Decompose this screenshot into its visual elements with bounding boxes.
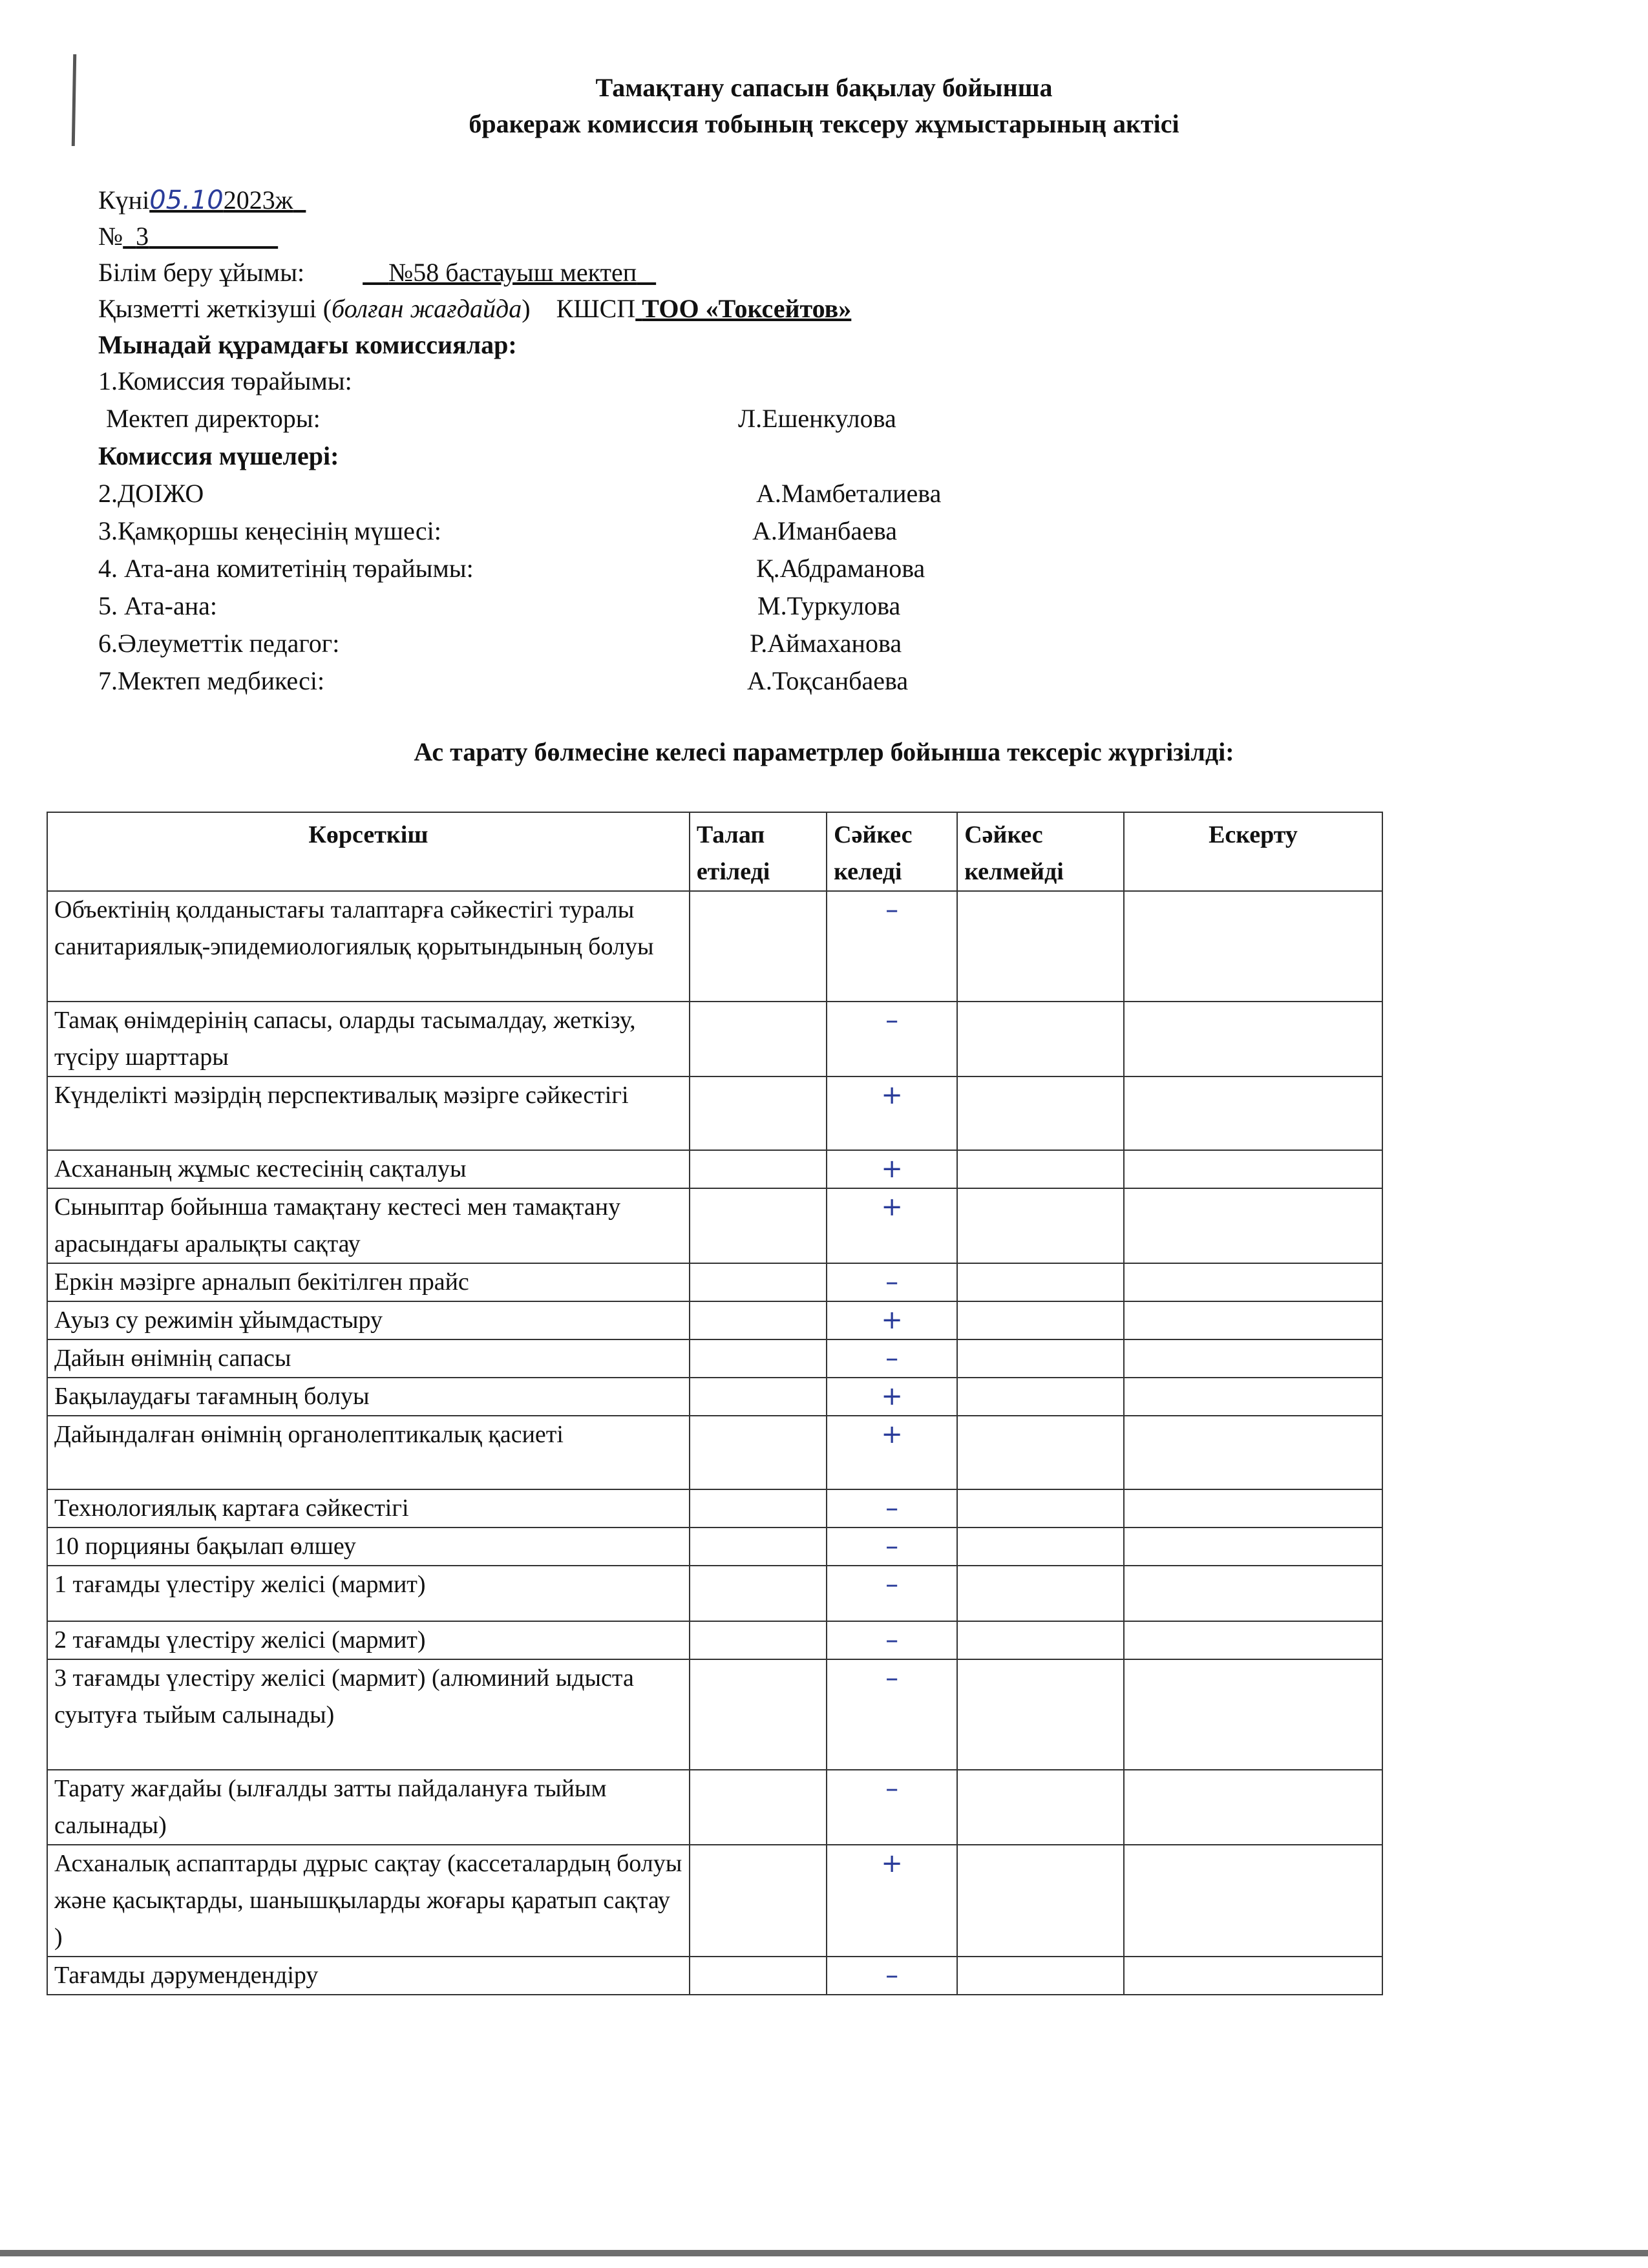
compliant-mark: – — [827, 1339, 957, 1378]
noncompliant-cell — [957, 1845, 1124, 1957]
note-cell — [1124, 1416, 1382, 1489]
compliant-mark: + — [827, 1188, 957, 1263]
note-cell — [1124, 1002, 1382, 1076]
header-required: Талап етіледі — [690, 812, 827, 891]
noncompliant-cell — [957, 1566, 1124, 1621]
table-row — [47, 1566, 1382, 1621]
supplier-value: ТОО «Токсейтов» — [642, 294, 852, 323]
organization-line — [98, 255, 656, 291]
noncompliant-cell — [957, 1528, 1124, 1566]
table-row — [47, 1076, 1382, 1150]
required-cell — [690, 1489, 827, 1528]
member-role: 5. Ата-ана: — [98, 591, 217, 620]
compliant-mark: – — [827, 1621, 957, 1659]
director-label: Мектеп директоры: — [106, 404, 321, 433]
compliant-mark: + — [827, 1076, 957, 1150]
compliant-mark: + — [827, 1378, 957, 1416]
indicator-cell: Асханалық аспаптарды дұрыс сақтау (кассеталардың болуы және қасықтарды, шанышқыларды жоғары қаратып сақтау ) — [47, 1845, 690, 1957]
note-cell — [1124, 1339, 1382, 1378]
compliant-mark: – — [827, 1566, 957, 1621]
members-heading: Комиссия мүшелері: — [98, 441, 339, 470]
indicator-cell: Дайындалған өнімнің органолептикалық қасиеті — [47, 1416, 690, 1489]
header-indicator: Көрсеткіш — [47, 812, 690, 891]
compliant-mark: – — [827, 1957, 957, 1995]
inspection-table — [47, 812, 1383, 1995]
note-cell — [1124, 1621, 1382, 1659]
indicator-cell: Объектінің қолданыстағы талаптарға сәйкестігі туралы санитариялық-эпидемиологиялық қорытындының болуы — [47, 891, 690, 1002]
indicator-cell: Бақылаудағы тағамның болуы — [47, 1378, 690, 1416]
member-name: А.Иманбаева — [752, 516, 897, 545]
member-role: 4. Ата-ана комитетінің төрайымы: — [98, 554, 474, 583]
compliant-mark: + — [827, 1416, 957, 1489]
member-role: 6.Әлеуметтік педагог: — [98, 629, 340, 658]
required-cell — [690, 1621, 827, 1659]
required-cell — [690, 1002, 827, 1076]
indicator-cell: 1 тағамды үлестіру желісі (мармит) — [47, 1566, 690, 1621]
noncompliant-cell — [957, 1957, 1124, 1995]
required-cell — [690, 1566, 827, 1621]
note-cell — [1124, 1528, 1382, 1566]
note-cell — [1124, 1150, 1382, 1188]
supplier-label-italic: болған жағдайда — [332, 294, 522, 323]
table-row — [47, 1489, 1382, 1528]
table-row — [47, 1263, 1382, 1301]
date-label: Күні — [98, 185, 150, 215]
member-role: 7.Мектеп медбикесі: — [98, 666, 325, 695]
noncompliant-cell — [957, 1263, 1124, 1301]
noncompliant-cell — [957, 891, 1124, 1002]
required-cell — [690, 1416, 827, 1489]
member-name: А.Мамбеталиева — [756, 479, 942, 508]
table-row — [47, 1339, 1382, 1378]
indicator-cell: Ауыз су режимін ұйымдастыру — [47, 1301, 690, 1339]
required-cell — [690, 1528, 827, 1566]
required-cell — [690, 1150, 827, 1188]
compliant-mark: + — [827, 1150, 957, 1188]
supplier-label-close: ) — [522, 294, 531, 323]
document-title-line1: Тамақтану сапасын бақылау бойынша — [595, 73, 1053, 102]
indicator-cell: Дайын өнімнің сапасы — [47, 1339, 690, 1378]
table-row — [47, 1770, 1382, 1845]
note-cell — [1124, 1076, 1382, 1150]
supplier-kshsp: КШСП — [556, 294, 636, 323]
required-cell — [690, 1845, 827, 1957]
noncompliant-cell — [957, 1416, 1124, 1489]
compliant-mark: – — [827, 1263, 957, 1301]
table-row — [47, 1957, 1382, 1995]
note-cell — [1124, 1188, 1382, 1263]
noncompliant-cell — [957, 1339, 1124, 1378]
table-row — [47, 1528, 1382, 1566]
note-cell — [1124, 1301, 1382, 1339]
table-row — [47, 891, 1382, 1002]
noncompliant-cell — [957, 1659, 1124, 1770]
indicator-cell: Күнделікті мәзірдің перспективалық мәзірге сәйкестігі — [47, 1076, 690, 1150]
noncompliant-cell — [957, 1076, 1124, 1150]
note-cell — [1124, 1566, 1382, 1621]
compliant-mark: – — [827, 1002, 957, 1076]
required-cell — [690, 891, 827, 1002]
date-suffix: 2023ж — [223, 185, 293, 215]
noncompliant-cell — [957, 1301, 1124, 1339]
indicator-cell: Асхананың жұмыс кестесінің сақталуы — [47, 1150, 690, 1188]
table-row — [47, 1378, 1382, 1416]
noncompliant-cell — [957, 1378, 1124, 1416]
indicator-cell: Тағамды дәрумендендіру — [47, 1957, 690, 1995]
director-name: Л.Ешенкулова — [738, 404, 896, 433]
indicator-cell: Тарату жағдайы (ылғалды затты пайдалануға тыйым салынады) — [47, 1770, 690, 1845]
member-name: Р.Аймаханова — [750, 629, 902, 658]
required-cell — [690, 1770, 827, 1845]
supplier-label: Қызметті жеткізуші ( — [98, 294, 332, 323]
note-cell — [1124, 1489, 1382, 1528]
noncompliant-cell — [957, 1770, 1124, 1845]
note-cell — [1124, 891, 1382, 1002]
indicator-cell: Еркін мәзірге арналып бекітілген прайс — [47, 1263, 690, 1301]
required-cell — [690, 1659, 827, 1770]
number-label: № — [98, 222, 123, 251]
note-cell — [1124, 1770, 1382, 1845]
required-cell — [690, 1301, 827, 1339]
supplier-line — [98, 291, 851, 327]
indicator-cell: Сыныптар бойынша тамақтану кестесі мен тамақтану арасындағы аралықты сақтау — [47, 1188, 690, 1263]
required-cell — [690, 1188, 827, 1263]
compliant-mark: – — [827, 891, 957, 1002]
compliant-mark: + — [827, 1301, 957, 1339]
header-compliant: Сәйкес келеді — [827, 812, 957, 891]
commission-heading: Мынадай құрамдағы комиссиялар: — [98, 330, 517, 359]
noncompliant-cell — [957, 1188, 1124, 1263]
member-name: Қ.Абдраманова — [756, 554, 925, 583]
table-row — [47, 1188, 1382, 1263]
note-cell — [1124, 1845, 1382, 1957]
chair-label: 1.Комиссия төрайымы: — [98, 366, 352, 395]
table-row — [47, 1002, 1382, 1076]
compliant-mark: – — [827, 1489, 957, 1528]
compliant-mark: + — [827, 1845, 957, 1957]
noncompliant-cell — [957, 1150, 1124, 1188]
document-title-line2: бракераж комиссия тобының тексеру жұмыстарының актісі — [469, 109, 1179, 138]
table-row — [47, 1845, 1382, 1957]
member-role: 2.ДОІЖО — [98, 479, 204, 508]
indicator-cell: Тамақ өнімдерінің сапасы, оларды тасымалдау, жеткізу, түсіру шарттары — [47, 1002, 690, 1076]
organization-label: Білім беру ұйымы: — [98, 258, 305, 287]
compliant-mark: – — [827, 1770, 957, 1845]
required-cell — [690, 1378, 827, 1416]
noncompliant-cell — [957, 1489, 1124, 1528]
table-header-row — [47, 812, 1382, 891]
note-cell — [1124, 1957, 1382, 1995]
date-handwritten: 05.10 — [149, 185, 224, 215]
table-row — [47, 1301, 1382, 1339]
member-role: 3.Қамқоршы кеңесінің мүшесі: — [98, 516, 441, 545]
required-cell — [690, 1339, 827, 1378]
number-line — [98, 218, 278, 255]
required-cell — [690, 1076, 827, 1150]
indicator-cell: 3 тағамды үлестіру желісі (мармит) (алюминий ыдыста суытуға тыйым салынады) — [47, 1659, 690, 1770]
note-cell — [1124, 1263, 1382, 1301]
note-cell — [1124, 1378, 1382, 1416]
number-value: 3 — [136, 222, 149, 251]
inspection-subtitle: Ас тарату бөлмесіне келесі параметрлер бойынша тексеріс жүргізілді: — [414, 737, 1234, 766]
organization-value: №58 бастауыш мектеп — [388, 258, 637, 287]
noncompliant-cell — [957, 1002, 1124, 1076]
table-row — [47, 1150, 1382, 1188]
header-note: Ескерту — [1124, 812, 1382, 891]
compliant-mark: – — [827, 1528, 957, 1566]
header-noncompliant: Сәйкес келмейді — [957, 812, 1124, 891]
member-name: М.Туркулова — [757, 591, 901, 620]
compliant-mark: – — [827, 1659, 957, 1770]
indicator-cell: 2 тағамды үлестіру желісі (мармит) — [47, 1621, 690, 1659]
noncompliant-cell — [957, 1621, 1124, 1659]
member-name: А.Тоқсанбаева — [747, 666, 909, 695]
indicator-cell: 10 порцияны бақылап өлшеу — [47, 1528, 690, 1566]
table-row — [47, 1659, 1382, 1770]
table-row — [47, 1621, 1382, 1659]
note-cell — [1124, 1659, 1382, 1770]
table-row — [47, 1416, 1382, 1489]
date-line — [98, 182, 306, 218]
required-cell — [690, 1957, 827, 1995]
required-cell — [690, 1263, 827, 1301]
indicator-cell: Технологиялық картаға сәйкестігі — [47, 1489, 690, 1528]
scan-bottom-edge — [0, 2250, 1648, 2256]
